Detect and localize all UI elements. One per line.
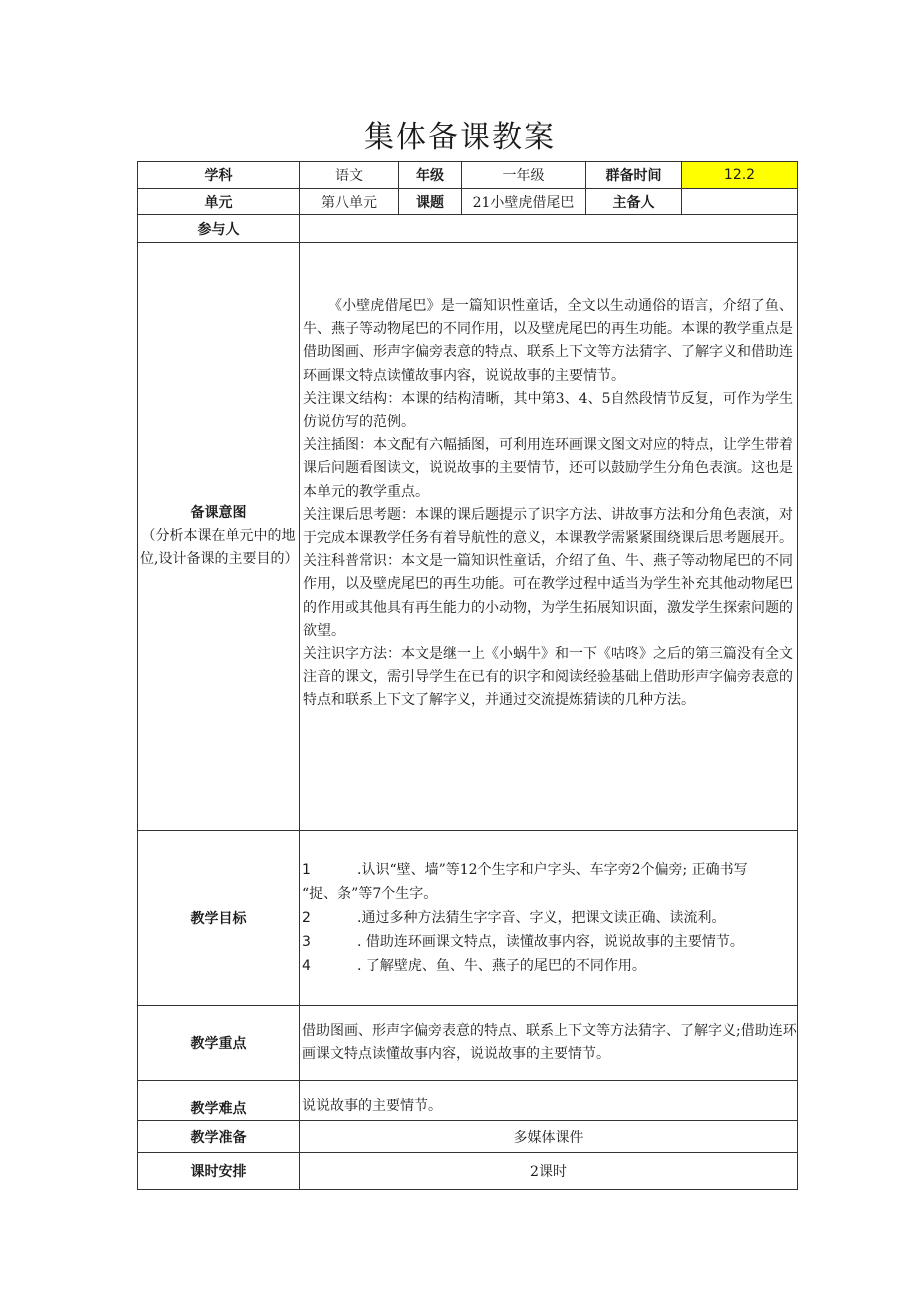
preparation-text: 多媒体课件: [300, 1121, 798, 1153]
intent-body: [300, 243, 798, 831]
row-preparation: [138, 1121, 798, 1153]
goal-item: [302, 954, 797, 978]
row-unit: [138, 189, 798, 215]
row-key-points: [138, 1006, 798, 1081]
difficulties-label: 教学难点: [138, 1081, 300, 1121]
subject-value: 语文: [300, 162, 399, 189]
time-label: 群备时间: [586, 162, 682, 189]
unit-value: 第八单元: [300, 189, 399, 215]
lesson-plan-table: [137, 161, 798, 1190]
row-difficulties: [138, 1081, 798, 1121]
row-intent: [138, 243, 798, 831]
goals-label: 教学目标: [138, 831, 300, 1006]
intent-paragraph: 关注课后思考题：本课的课后题提示了识字方法、讲故事方法和分角色表演，对于完成本课教学任务有着导航性的意义，本课教学需紧紧围绕课后思考题展开。: [303, 506, 793, 547]
page-title: 集体备课教案: [364, 120, 556, 155]
intent-paragraph: 《小壁虎借尾巴》是一篇知识性童话，全文以生动通俗的语言，介绍了鱼、牛、燕子等动物尾巴的不同作用，以及壁虎尾巴的再生功能。本课的教学重点是借助图画、形声字偏旁表意的特点、联系上下文等方法猜字、了解字义和借助连环画课文特点读懂故事内容，说说故事的主要情节。: [303, 298, 793, 384]
subject-label: 学科: [138, 162, 300, 189]
goal-text: . 借助连环画课文特点，读懂故事内容，说说故事的主要情节。: [357, 934, 744, 950]
goal-text: .认识“壁、墙”等12个生字和户字头、车字旁2个偏旁; 正确书写: [357, 862, 748, 878]
goals-body: [300, 831, 798, 1006]
grade-value: 一年级: [462, 162, 586, 189]
goal-item: [302, 930, 797, 954]
intent-paragraph: 关注插图：本文配有六幅插图，可利用连环画课文图文对应的特点，让学生带着课后问题看图读文，说说故事的主要情节，还可以鼓励学生分角色表演。这也是本单元的教学重点。: [303, 437, 793, 500]
intent-sublabel: （分析本课在单元中的地位,设计备课的主要目的）: [140, 528, 299, 567]
intent-paragraph: 关注识字方法：本文是继一上《小蜗牛》和一下《咕咚》之后的第三篇没有全文注音的课文，需引导学生在已有的识字和阅读经验基础上借助形声字偏旁表意的特点和联系上下文了解字义，并通过交流提炼猜读的几种方法。: [303, 646, 793, 709]
lesson-label: 课题: [399, 189, 462, 215]
goal-number: 1: [302, 862, 311, 878]
goal-item: [302, 906, 797, 930]
lesson-value: 21小壁虎借尾巴: [462, 189, 586, 215]
preparation-label: 教学准备: [138, 1121, 300, 1153]
row-goals: [138, 831, 798, 1006]
intent-paragraph: 关注课文结构：本课的结构清晰，其中第3、4、5自然段情节反复，可作为学生仿说仿写的范例。: [303, 390, 793, 431]
schedule-text: 2课时: [300, 1153, 798, 1190]
goal-number: 2: [302, 910, 311, 926]
goal-item: [302, 858, 797, 882]
lead-label: 主备人: [586, 189, 682, 215]
time-value: 12.2: [682, 162, 798, 189]
intent-label: 备课意图: [190, 505, 247, 521]
key-points-label: 教学重点: [138, 1006, 300, 1081]
grade-label: 年级: [399, 162, 462, 189]
goal-text: . 了解壁虎、鱼、牛、燕子的尾巴的不同作用。: [357, 958, 646, 974]
unit-label: 单元: [138, 189, 300, 215]
goal-number: 4: [302, 958, 311, 974]
intent-paragraph: 关注科普常识：本文是一篇知识性童话，介绍了鱼、牛、燕子等动物尾巴的不同作用，以及壁虎尾巴的再生功能。可在教学过程中适当为学生补充其他动物尾巴的作用或其他具有再生能力的小动物，为学生拓展知识面，激发学生探索问题的欲望。: [303, 553, 793, 639]
participants-value: [300, 215, 798, 243]
difficulties-text: 说说故事的主要情节。: [300, 1081, 798, 1121]
lead-value: [682, 189, 798, 215]
key-points-text: 借助图画、形声字偏旁表意的特点、联系上下文等方法猜字、了解字义;借助连环画课文特点读懂故事内容，说说故事的主要情节。: [300, 1006, 798, 1081]
goal-text-continued: “捉、条”等7个生字。: [302, 886, 438, 902]
goal-number: 3: [302, 934, 311, 950]
row-participants: [138, 215, 798, 243]
row-schedule: [138, 1153, 798, 1190]
goal-text: .通过多种方法猜生字字音、字义，把课文读正确、读流利。: [357, 910, 726, 926]
intent-label-cell: [138, 243, 300, 831]
row-subject: [138, 162, 798, 189]
participants-label: 参与人: [138, 215, 300, 243]
schedule-label: 课时安排: [138, 1153, 300, 1190]
